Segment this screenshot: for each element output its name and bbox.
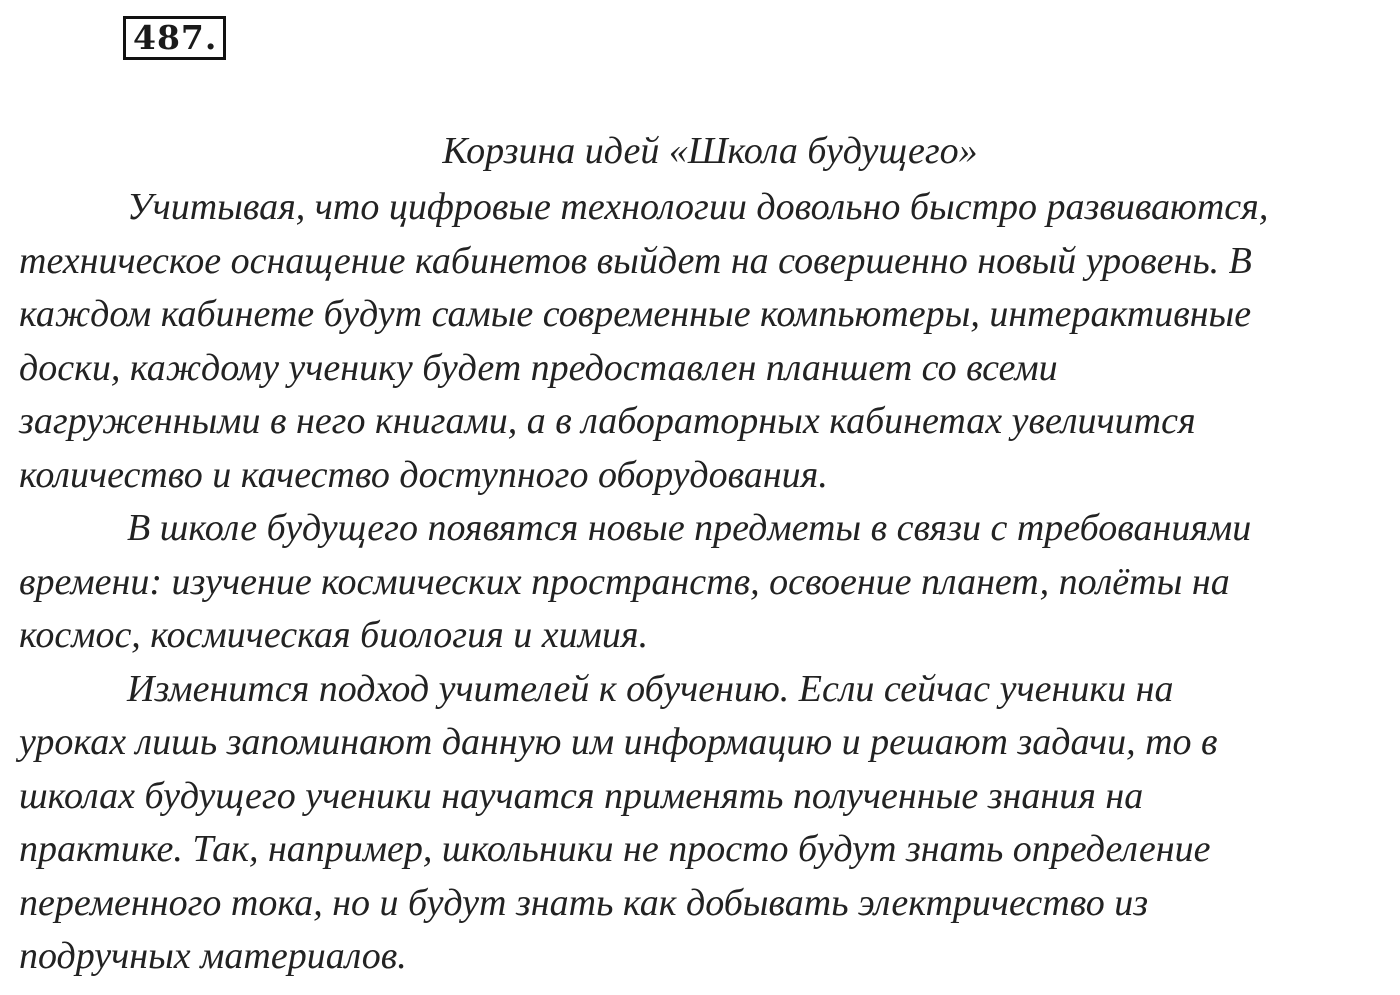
text-line: каждом кабинете будут самые современные компьютеры, интерактивные bbox=[19, 293, 1252, 335]
text-line: подручных материалов. bbox=[19, 935, 407, 977]
exercise-number bbox=[123, 16, 226, 60]
text-line: времени: изучение космических пространств, освоение планет, полёты на bbox=[19, 560, 1230, 603]
exercise-number-dot: . bbox=[204, 18, 218, 57]
text-line: космос, космическая биология и химия. bbox=[19, 614, 649, 656]
paragraph-1 bbox=[19, 181, 1381, 502]
text-line: Учитывая, что цифровые технологии довольно быстро развиваются, bbox=[127, 186, 1269, 228]
text-line: В школе будущего появятся новые предметы в связи с требованиями bbox=[127, 507, 1252, 549]
text-line: количество и качество доступного оборудования. bbox=[19, 453, 828, 496]
text-line: школах будущего ученики научатся применять полученные знания на bbox=[19, 774, 1144, 817]
text-line: уроках лишь запоминают данную им информацию и решают задачи, то в bbox=[19, 721, 1218, 763]
text-line: переменного тока, но и будут знать как добывать электричество из bbox=[19, 881, 1149, 924]
text-line: практике. Так, например, школьники не просто будут знать определение bbox=[19, 828, 1211, 870]
text-line: техническое оснащение кабинетов выйдет на совершенно новый уровень. В bbox=[19, 239, 1252, 282]
text-line: Изменится подход учителей к обучению. Если сейчас ученики на bbox=[127, 667, 1174, 710]
paragraph-3 bbox=[19, 663, 1381, 984]
text-line: загруженными в него книгами, а в лабораторных кабинетах увеличится bbox=[19, 400, 1196, 442]
paragraph-2 bbox=[19, 502, 1381, 663]
text-title: Корзина идей «Школа будущего» bbox=[442, 130, 978, 172]
exercise-number-box bbox=[123, 16, 226, 60]
exercise-number-value: 487 bbox=[133, 18, 205, 57]
text-line: доски, каждому ученику будет предоставлен планшет со всеми bbox=[19, 346, 1058, 389]
text-body bbox=[19, 127, 1381, 984]
